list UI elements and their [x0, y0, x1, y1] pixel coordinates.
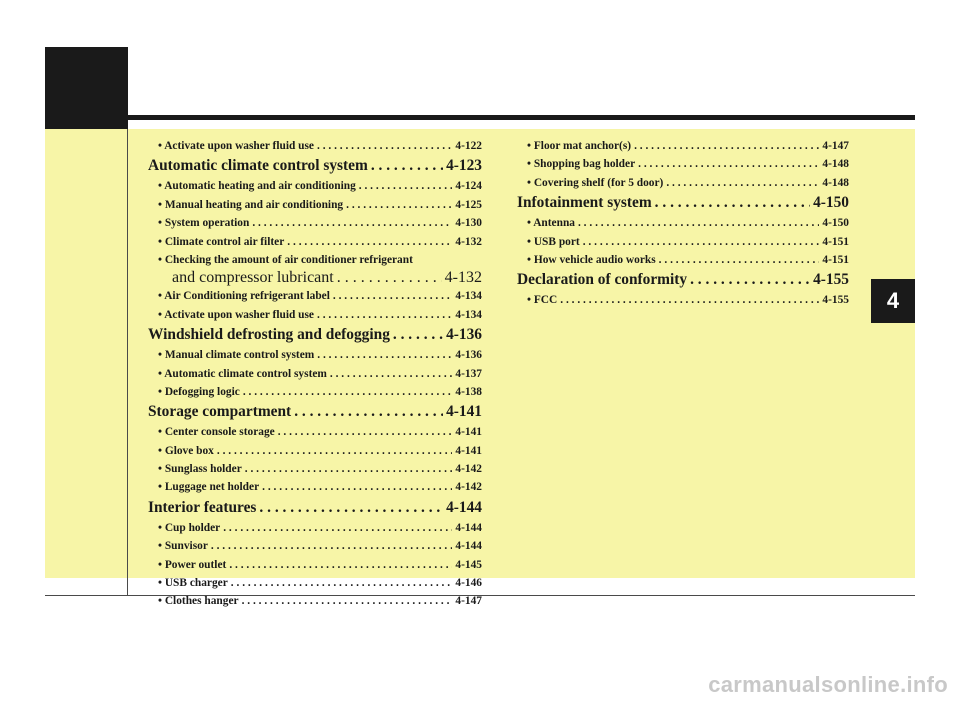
toc-entry-title: • Shopping bag holder	[527, 158, 636, 171]
dot-leader	[368, 155, 443, 177]
toc-entry-page: 4-124	[455, 180, 482, 193]
margin-rule	[127, 129, 128, 596]
toc-entry-page: 4-136	[455, 349, 482, 362]
dot-leader	[208, 537, 453, 555]
toc-entry-title: Infotainment system	[517, 194, 652, 212]
toc-entry-title: • Automatic heating and air conditioning	[158, 180, 356, 193]
toc-entry-title: • Sunglass holder	[158, 463, 242, 476]
toc-entry-page: 4-155	[822, 294, 849, 307]
toc-entry[interactable]	[148, 306, 482, 324]
toc-entry-page: 4-144	[455, 540, 482, 553]
dot-leader	[631, 137, 819, 155]
toc-entry-page: 4-151	[822, 235, 849, 248]
header-rule	[128, 115, 915, 120]
toc-entry-title: • Power outlet	[158, 558, 227, 571]
toc-entry[interactable]	[148, 460, 482, 478]
dot-leader	[343, 196, 452, 214]
toc-entry[interactable]	[148, 196, 482, 214]
toc-entry[interactable]	[517, 291, 849, 309]
toc-entry-page: 4-134	[455, 308, 482, 321]
toc-entry-page: 4-144	[455, 521, 482, 534]
dot-leader	[226, 556, 452, 574]
toc-entry-title: Windshield defrosting and defogging	[148, 326, 390, 344]
toc-entry[interactable]	[148, 177, 482, 195]
dot-leader	[275, 423, 453, 441]
toc-entry-page: 4-147	[455, 595, 482, 608]
dot-leader	[228, 574, 453, 592]
toc-entry-title: Declaration of conformity	[517, 271, 688, 289]
toc-entry-title: • Clothes hanger	[158, 595, 239, 608]
toc-entry-title: • Floor mat anchor(s)	[527, 140, 632, 152]
toc-entry[interactable]	[148, 519, 482, 537]
toc-entry-page: 4-150	[813, 194, 849, 212]
toc-entry[interactable]	[148, 574, 482, 592]
dot-leader	[314, 306, 452, 324]
toc-entry-page: 4-123	[446, 157, 482, 175]
dot-leader	[580, 233, 820, 251]
toc-entry-title: • Manual heating and air conditioning	[158, 198, 344, 211]
toc-entry[interactable]	[148, 442, 482, 460]
toc-entry-title: • Climate control air filter	[158, 235, 285, 248]
toc-entry-page: 4-146	[455, 577, 482, 590]
toc-entry-page: 4-137	[455, 367, 482, 380]
toc-entry-title: • Activate upon washer fluid use	[158, 308, 314, 321]
toc-entry[interactable]	[517, 155, 849, 173]
toc-entry-title: Storage compartment	[148, 403, 292, 421]
toc-entry-page: 4-142	[455, 481, 482, 494]
toc-left-column	[148, 137, 482, 611]
toc-entry-page: 4-136	[446, 326, 482, 344]
toc-entry-page: 4-141	[446, 403, 482, 421]
toc-entry-title: • USB charger	[158, 577, 228, 590]
dot-leader	[314, 137, 452, 155]
dot-leader	[242, 460, 453, 478]
toc-entry[interactable]	[148, 346, 482, 364]
dot-leader	[557, 291, 819, 309]
header-black-block	[45, 47, 128, 129]
toc-entry[interactable]	[148, 214, 482, 232]
toc-entry-page: 4-132	[455, 235, 482, 248]
dot-leader	[330, 287, 453, 305]
toc-section-heading[interactable]	[517, 192, 849, 214]
dot-leader	[635, 155, 819, 173]
toc-entry-page: 4-141	[455, 444, 482, 457]
toc-entry-title: • Defogging logic	[158, 385, 240, 398]
dot-leader	[291, 401, 443, 423]
toc-entry[interactable]	[148, 537, 482, 555]
toc-entry-title: • USB port	[527, 235, 580, 248]
toc-entry-title: • Checking the amount of air conditioner refrigerant	[158, 253, 413, 266]
toc-section-heading[interactable]	[148, 497, 482, 519]
toc-entry[interactable]	[148, 233, 482, 251]
dot-leader	[249, 214, 452, 232]
dot-leader	[259, 478, 452, 496]
toc-entry-title: Automatic climate control system	[148, 157, 368, 175]
toc-entry-page: 4-145	[455, 558, 482, 571]
toc-entry-page: 4-151	[822, 253, 849, 266]
dot-leader	[256, 497, 443, 519]
toc-entry-title: • How vehicle audio works	[527, 253, 656, 266]
toc-entry[interactable]	[148, 556, 482, 574]
toc-entry-title: • System operation	[158, 217, 250, 230]
toc-section-heading[interactable]	[148, 324, 482, 346]
toc-entry[interactable]	[517, 174, 849, 192]
toc-entry[interactable]	[517, 251, 849, 269]
toc-entry-title: • Cup holder	[158, 521, 221, 534]
toc-entry-page: 4-142	[455, 463, 482, 476]
toc-entry-title: • Glove box	[158, 444, 214, 457]
toc-entry-page: 4-144	[446, 498, 482, 516]
toc-entry-page: 4-147	[822, 140, 849, 152]
toc-entry-title: • Sunvisor	[158, 540, 208, 553]
toc-entry-title: • Air Conditioning refrigerant label	[158, 290, 330, 303]
dot-leader	[663, 174, 819, 192]
toc-entry-page: 4-122	[455, 140, 482, 152]
dot-leader	[687, 269, 810, 291]
dot-leader	[284, 233, 452, 251]
dot-leader	[327, 365, 453, 383]
toc-entry-title: and compressor lubricant	[172, 269, 334, 287]
dot-leader	[575, 214, 819, 232]
toc-entry[interactable]	[148, 383, 482, 401]
toc-entry-page: 4-132	[444, 269, 482, 287]
toc-entry-title: • Luggage net holder	[158, 481, 260, 494]
toc-entry-page: 4-150	[822, 217, 849, 230]
toc-entry[interactable]	[148, 365, 482, 383]
dot-leader	[652, 192, 810, 214]
watermark: carmanualsonline.info	[708, 672, 948, 697]
toc-entry-title: • Activate upon washer fluid use	[158, 140, 314, 152]
toc-entry-page: 4-148	[822, 176, 849, 189]
toc-entry-page: 4-141	[455, 426, 482, 439]
toc-section-heading[interactable]	[148, 155, 482, 177]
toc-entry[interactable]	[148, 287, 482, 305]
toc-entry-page: 4-148	[822, 158, 849, 171]
toc-entry-page: 4-125	[455, 198, 482, 211]
toc-entry-title: • Center console storage	[158, 426, 275, 439]
toc-entry[interactable]	[148, 251, 482, 269]
toc-entry[interactable]	[517, 233, 849, 251]
dot-leader	[220, 519, 452, 537]
dot-leader	[239, 592, 453, 610]
toc-entry-page: 4-134	[455, 290, 482, 303]
dot-leader	[314, 346, 452, 364]
toc-section-heading[interactable]	[148, 401, 482, 423]
toc-entry[interactable]	[148, 423, 482, 441]
toc-entry[interactable]	[148, 137, 482, 155]
chapter-tab[interactable]: 4	[871, 279, 915, 323]
dot-leader	[334, 269, 442, 287]
toc-entry[interactable]	[148, 592, 482, 610]
toc-entry[interactable]	[517, 214, 849, 232]
toc-entry-title: Interior features	[148, 498, 257, 516]
dot-leader	[656, 251, 820, 269]
toc-entry-title: • Covering shelf (for 5 door)	[527, 176, 664, 189]
dot-leader	[356, 177, 453, 195]
toc-entry-page: 4-138	[455, 385, 482, 398]
dot-leader	[413, 251, 479, 269]
toc-entry[interactable]	[148, 269, 482, 287]
toc-entry-title: • Antenna	[527, 217, 575, 230]
toc-entry-page: 4-130	[455, 217, 482, 230]
dot-leader	[240, 383, 453, 401]
toc-entry-title: • Automatic climate control system	[158, 367, 327, 380]
toc-entry-page: 4-155	[813, 271, 849, 289]
toc-entry[interactable]	[148, 478, 482, 496]
dot-leader	[214, 442, 453, 460]
toc-entry-title: • FCC	[527, 294, 558, 307]
toc-section-heading[interactable]	[517, 269, 849, 291]
toc-entry-title: • Manual climate control system	[158, 349, 315, 362]
dot-leader	[390, 324, 443, 346]
toc-entry[interactable]	[517, 137, 849, 155]
toc-right-column	[517, 137, 849, 310]
